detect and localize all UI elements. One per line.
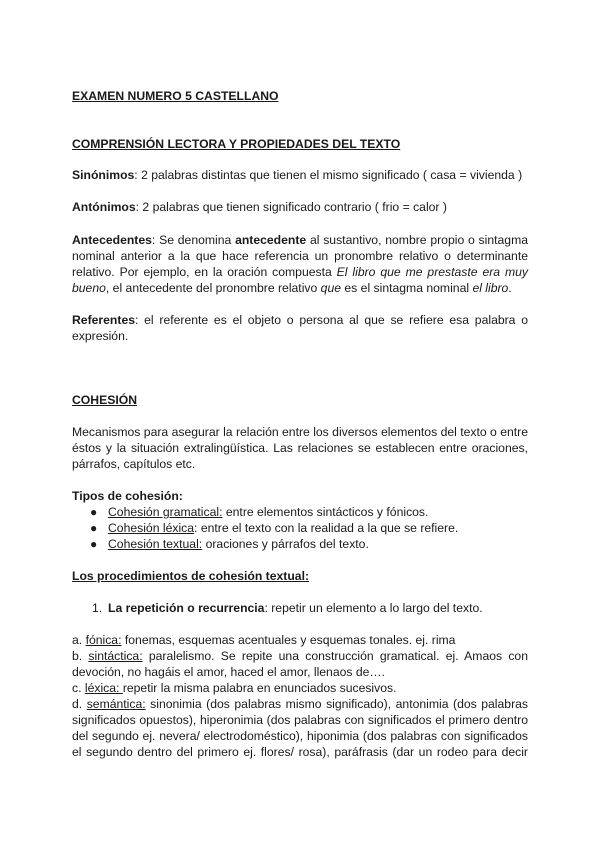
item-term: sintáctica: [88, 649, 143, 663]
procedimiento-term: La repetición o recurrencia [108, 601, 265, 615]
recurrencia-b-line-1 [72, 648, 528, 664]
list-number: 1. [92, 601, 103, 615]
antecedentes-text: , el antecedente del pronombre relativo [105, 281, 321, 295]
tipo-name: Cohesión gramatical: [108, 505, 223, 519]
tipo-item [108, 504, 428, 520]
item-prefix: a. [72, 633, 86, 647]
antonimos-text: : 2 palabras que tienen significado contrario ( frio = calor ) [135, 200, 447, 214]
item-text: fonemas, esquemas acentuales y esquemas tonales. ej. rima [121, 633, 456, 647]
antecedentes-text: es el sintagma nominal [341, 281, 473, 295]
tipo-text: oraciones y párrafos del texto. [202, 537, 369, 551]
tipo-text: entre elementos sintácticos y fónicos. [222, 505, 429, 519]
section-heading-comprension: COMPRENSIÓN LECTORA Y PROPIEDADES DEL TEXTO [72, 137, 401, 151]
section-heading-cohesion: COHESIÓN [72, 393, 138, 407]
antecedentes-text: al sustantivo, nombre propio o sintagma [306, 233, 528, 247]
antecedentes-text: : Se denomina [151, 233, 236, 247]
referentes-line-2: expresión. [72, 329, 129, 343]
tipos-heading: Tipos de cohesión: [72, 489, 183, 503]
cohesion-line-3: párrafos, capítulos etc. [72, 457, 196, 471]
recurrencia-b-line-2: devoción, no hagáis el amor, haced el amor, llenaos de…. [72, 665, 386, 679]
bullet-icon: ● [90, 537, 98, 551]
antecedente-bold: antecedente [235, 233, 307, 247]
item-prefix: d. [72, 697, 87, 711]
tipo-item [108, 536, 369, 552]
referentes-line-1 [72, 312, 528, 328]
cohesion-line-2: éstos y la situación extralingüística. Las relaciones se establecen entre oraciones, [72, 441, 528, 455]
example-italic: el libro [472, 281, 509, 295]
antecedentes-text: relativo. Por ejemplo, en la oración compuesta [72, 265, 337, 279]
recurrencia-d-line-1 [72, 696, 528, 712]
item-term: fónica: [85, 633, 122, 647]
item-term: léxica: [84, 681, 123, 695]
tipo-name: Cohesión textual: [108, 537, 203, 551]
item-text: paralelismo. Se repite una construcción gramatical. ej. Amaos con [142, 649, 528, 663]
sinonimos-paragraph [72, 167, 522, 183]
tipo-name: Cohesión léxica [108, 521, 195, 535]
bullet-icon: ● [90, 505, 98, 519]
item-prefix: c. [72, 681, 85, 695]
example-italic: El libro que me prestaste era muy [336, 265, 528, 279]
antecedentes-line-2: nominal anterior a la que hace referencia un pronombre relativo o determinante [72, 249, 528, 263]
recurrencia-d-line-2: significados opuestos), hiperonimia (dos palabras con significados el primero dentro [72, 713, 528, 727]
cohesion-line-1: Mecanismos para asegurar la relación entre los diversos elementos del texto o entre [72, 425, 528, 439]
antecedentes-term: Antecedentes [72, 233, 152, 247]
tipo-text: : entre el texto con la realidad a la que se refiere. [194, 521, 459, 535]
example-italic: bueno [72, 281, 106, 295]
antecedentes-line-4 [72, 280, 512, 296]
procedimientos-heading: Los procedimientos de cohesión textual: [72, 569, 310, 583]
bullet-icon: ● [90, 521, 98, 535]
recurrencia-d-line-4: el segundo dentro del primero ej. flores/ rosa), paráfrasis (dar un rodeo para decir [72, 745, 528, 759]
antonimos-paragraph [72, 199, 447, 215]
recurrencia-a [72, 632, 455, 648]
recurrencia-c [72, 680, 397, 696]
antecedentes-text: . [508, 281, 512, 295]
antecedentes-line-3 [72, 264, 528, 280]
item-prefix: b. [72, 649, 89, 663]
antecedentes-line-1 [72, 232, 528, 248]
sinonimos-text: : 2 palabras distintas que tienen el mismo significado ( casa = vivienda ) [134, 168, 523, 182]
example-italic: que [320, 281, 342, 295]
item-text: repetir la misma palabra en enunciados sucesivos. [122, 681, 397, 695]
item-term: semántica: [86, 697, 146, 711]
recurrencia-d-line-3: del segundo ej. nevera/ electrodoméstico), hiponimia (dos palabras con significados [72, 729, 528, 743]
referentes-term: Referentes [72, 313, 135, 327]
tipo-item [108, 520, 458, 536]
antonimos-term: Antónimos [72, 200, 136, 214]
document-title: EXAMEN NUMERO 5 CASTELLANO [72, 89, 279, 103]
referentes-text: : el referente es el objeto o persona al que se refiere esa palabra o [135, 313, 528, 327]
procedimiento-item-1 [108, 600, 483, 616]
sinonimos-term: Sinónimos [72, 168, 135, 182]
procedimiento-text: : repetir un elemento a lo largo del texto. [264, 601, 483, 615]
item-text: sinonimia (dos palabras mismo significado), antonimia (dos palabras [145, 697, 528, 711]
